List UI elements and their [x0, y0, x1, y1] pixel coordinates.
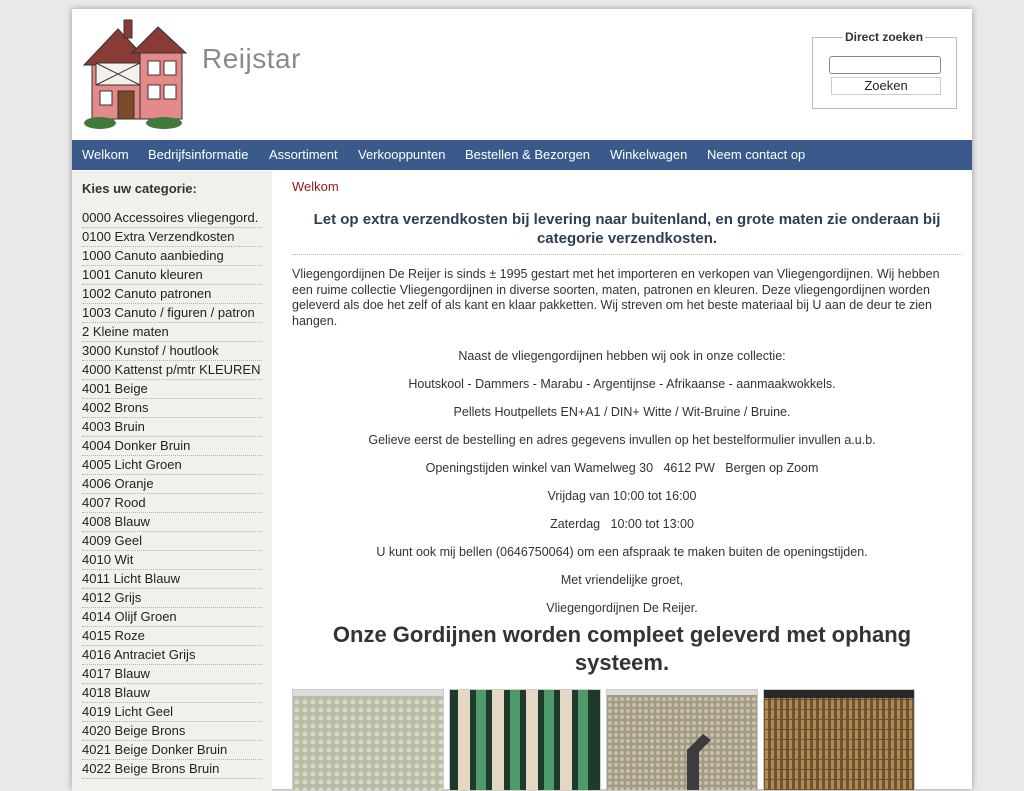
category-link[interactable]: 4019 Licht Geel: [82, 703, 262, 722]
nav-item-assortiment[interactable]: Assortiment: [269, 147, 338, 162]
category-link[interactable]: 4000 Kattenst p/mtr KLEUREN: [82, 361, 262, 380]
search-legend: Direct zoeken: [845, 30, 924, 44]
content-line: U kunt ook mij bellen (0646750064) om een afspraak te maken buiten de openingstijden.: [376, 545, 868, 559]
search-button[interactable]: Zoeken: [831, 77, 941, 95]
category-link[interactable]: 4022 Beige Brons Bruin: [82, 760, 262, 779]
category-list: [82, 209, 262, 779]
site-title: Reijstar: [202, 43, 301, 74]
category-link[interactable]: 1001 Canuto kleuren: [82, 266, 262, 285]
category-link[interactable]: 4010 Wit: [82, 551, 262, 570]
content-line: Naast de vliegengordijnen hebben wij ook in onze collectie:: [458, 349, 786, 363]
header: [72, 9, 972, 140]
content-line: Met vriendelijke groet,: [560, 573, 684, 587]
category-link[interactable]: 1003 Canuto / figuren / patron: [82, 304, 262, 323]
content-line: Pellets Houtpellets EN+A1 / DIN+ Witte / Wit-Bruine / Bruine.: [453, 405, 791, 419]
category-link[interactable]: 4014 Olijf Groen: [82, 608, 262, 627]
curtain-thumbnail[interactable]: [606, 689, 758, 791]
category-link[interactable]: 4001 Beige: [82, 380, 262, 399]
shipping-notice: Let op extra verzendkosten bij levering naar buitenland, en grote maten zie onderaan bij categorie verzendkosten.: [313, 211, 941, 247]
sidebar-title: Kies uw categorie:: [82, 181, 197, 196]
big-heading: Onze Gordijnen worden compleet geleverd met ophang systeem.: [332, 622, 912, 675]
category-link[interactable]: 1000 Canuto aanbieding: [82, 247, 262, 266]
content-line: Vliegengordijnen De Reijer.: [546, 601, 698, 615]
category-link[interactable]: 4008 Blauw: [82, 513, 262, 532]
intro-paragraph: Vliegengordijnen De Reijer is sinds ± 1995 gestart met het importeren en verkopen van Vliegengordijnen. Wij hebben een ruime collectie Vliegengordijnen in diverse soorten, maten, patronen en kleuren. Deze vliegengordijnen worden geleverd als doe het zelf of als kant en klaar pakketten. Wij streven om het beste materiaal bij U aan de deur te zien hangen.: [292, 267, 940, 328]
house-logo[interactable]: [80, 19, 192, 129]
curtain-thumbnail[interactable]: [292, 689, 444, 791]
main-nav: [72, 140, 972, 170]
category-link[interactable]: 1002 Canuto patronen: [82, 285, 262, 304]
category-link[interactable]: 4015 Roze: [82, 627, 262, 646]
content-line: Gelieve eerst de bestelling en adres gegevens invullen op het bestelformulier invullen a.u.b.: [368, 433, 876, 447]
category-link[interactable]: 4007 Rood: [82, 494, 262, 513]
opening-hours-saturday: Zaterdag 10:00 tot 13:00: [550, 517, 694, 531]
breadcrumb: Welkom: [292, 179, 339, 194]
category-link[interactable]: 4009 Geel: [82, 532, 262, 551]
curtain-thumbnail[interactable]: [449, 689, 601, 791]
category-link[interactable]: 4021 Beige Donker Bruin: [82, 741, 262, 760]
search-input[interactable]: [829, 56, 941, 74]
category-link[interactable]: 0100 Extra Verzendkosten: [82, 228, 262, 247]
category-link[interactable]: 4012 Grijs: [82, 589, 262, 608]
category-link[interactable]: 4016 Antraciet Grijs: [82, 646, 262, 665]
category-link[interactable]: 4020 Beige Brons: [82, 722, 262, 741]
category-link[interactable]: 4018 Blauw: [82, 684, 262, 703]
content-line: Houtskool - Dammers - Marabu - Argentijnse - Afrikaanse - aanmaakwokkels.: [408, 377, 836, 391]
curtain-thumbnail[interactable]: [763, 689, 915, 791]
opening-hours-line: Openingstijden winkel van Wamelweg 30 4612 PW Bergen op Zoom: [425, 461, 819, 475]
nav-item-bestellen-bezorgen[interactable]: Bestellen & Bezorgen: [465, 147, 591, 162]
nav-item-contact[interactable]: Neem contact op: [707, 147, 806, 162]
category-link[interactable]: 0000 Accessoires vliegengord.: [82, 209, 262, 228]
nav-item-verkooppunten[interactable]: Verkooppunten: [358, 147, 446, 162]
divider: [292, 254, 962, 255]
category-link[interactable]: 4004 Donker Bruin: [82, 437, 262, 456]
category-link[interactable]: 4005 Licht Groen: [82, 456, 262, 475]
category-link[interactable]: 4002 Brons: [82, 399, 262, 418]
nav-item-bedrijfsinformatie[interactable]: Bedrijfsinformatie: [148, 147, 249, 162]
category-link[interactable]: 2 Kleine maten: [82, 323, 262, 342]
category-sidebar: [72, 171, 272, 791]
category-link[interactable]: 4006 Oranje: [82, 475, 262, 494]
search-fieldset: [812, 30, 957, 109]
page-container: [72, 9, 972, 789]
opening-hours-friday: Vrijdag van 10:00 tot 16:00: [547, 489, 697, 503]
category-link[interactable]: 3000 Kunstof / houtlook: [82, 342, 262, 361]
category-link[interactable]: 4017 Blauw: [82, 665, 262, 684]
category-link[interactable]: 4003 Bruin: [82, 418, 262, 437]
nav-item-welkom[interactable]: Welkom: [82, 147, 129, 162]
nav-item-winkelwagen[interactable]: Winkelwagen: [610, 147, 688, 162]
category-link[interactable]: 4011 Licht Blauw: [82, 570, 262, 589]
